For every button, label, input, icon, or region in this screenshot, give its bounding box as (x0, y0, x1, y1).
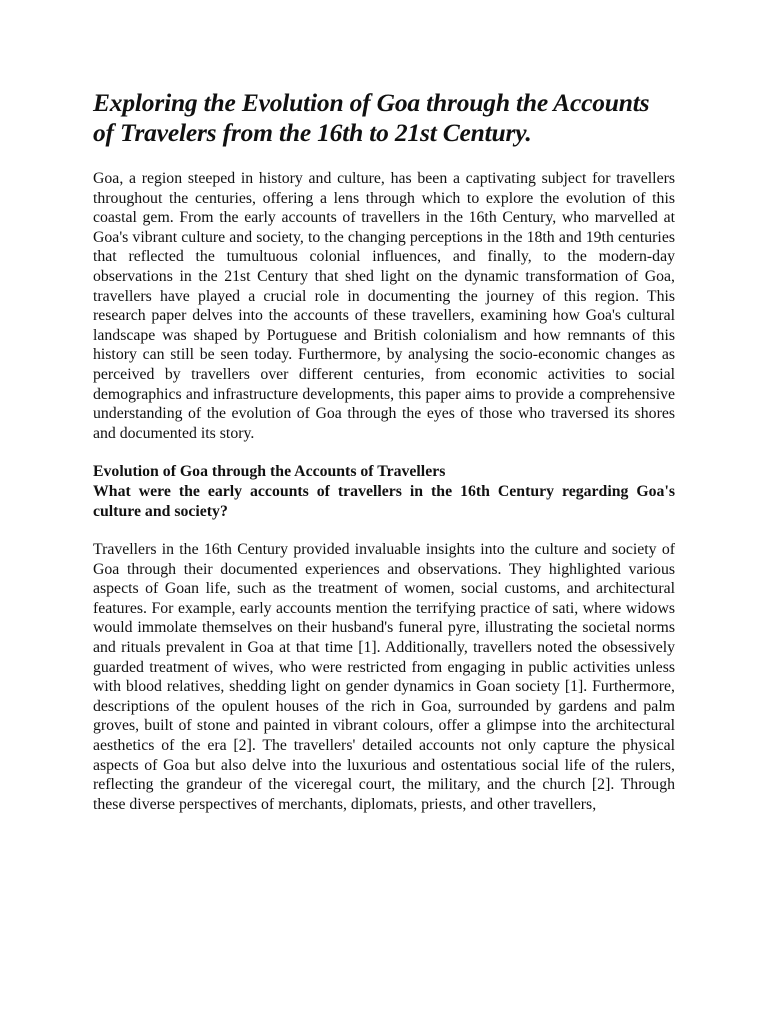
section-question: What were the early accounts of travellers in the 16th Century regarding Goa's culture and society? (93, 482, 675, 520)
document-title: Exploring the Evolution of Goa through the Accounts of Travelers from the 16th to 21st Century. (93, 88, 650, 147)
section-body-paragraph: Travellers in the 16th Century provided invaluable insights into the culture and society of Goa through their documented experiences and observations. They highlighted various aspects of Goan life, such as the treatment of women, social customs, and architectural features. For example, early accounts mention the terrifying practice of sati, where widows would immolate themselves on their husband's funeral pyre, illustrating the societal norms and rituals prevalent in Goa at that time [1]. Additionally, travellers noted the obsessively guarded treatment of wives, who were restricted from engaging in public activities unless with blood relatives, shedding light on gender dynamics in Goan society [1]. Furthermore, descriptions of the opulent houses of the rich in Goa, surrounded by gardens and palm groves, built of stone and painted in vibrant colours, offer a glimpse into the architectural aesthetics of the era [2]. The travellers' detailed accounts not only capture the physical aspects of Goa but also delve into the luxurious and ostentatious social life of the rulers, reflecting the grandeur of the viceregal court, the military, and the church [2]. Through these diverse perspectives of merchants, diplomats, priests, and other travellers, (93, 541, 675, 813)
intro-paragraph: Goa, a region steeped in history and culture, has been a captivating subject for travellers throughout the centuries, offering a lens through which to explore the evolution of this coastal gem. From the early accounts of travellers in the 16th Century, who marvelled at Goa's vibrant culture and society, to the changing perceptions in the 18th and 19th centuries that reflected the tumultuous colonial influences, and finally, to the modern-day observations in the 21st Century that shed light on the dynamic transformation of Goa, travellers have played a crucial role in documenting the journey of this region. This research paper delves into the accounts of these travellers, examining how Goa's cultural landscape was shaped by Portuguese and British colonialism and how remnants of this history can still be seen today. Furthermore, by analysing the socio-economic changes as perceived by travellers over different centuries, from economic activities to social demographics and infrastructure developments, this paper aims to provide a comprehensive understanding of the evolution of Goa through the eyes of those who traversed its shores and documented its story. (93, 170, 675, 442)
section-heading: Evolution of Goa through the Accounts of Travellers (93, 463, 446, 481)
document-page (93, 88, 675, 814)
